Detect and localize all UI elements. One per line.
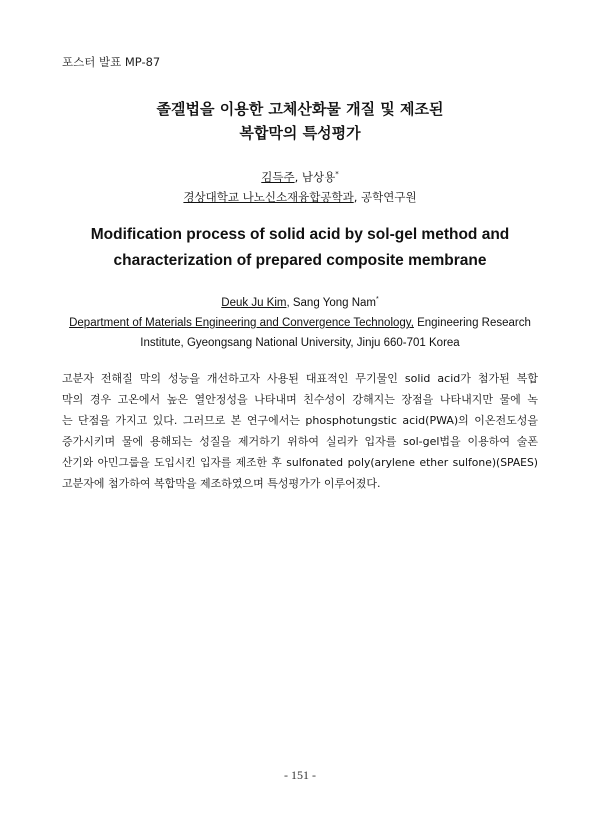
english-affiliation-line-1 bbox=[50, 313, 550, 333]
abstract-line: 고분자 전해질 막의 성능을 개선하고자 사용된 대표적인 무기물인 solid acid가 첨가된 복합 bbox=[62, 372, 538, 385]
session-tag: 포스터 발표 MP-87 bbox=[62, 55, 161, 69]
page-number: - 151 - bbox=[284, 768, 316, 782]
abstract-line: 산기와 아민그룹을 도입시킨 입자를 제조한 후 sulfonated poly(arylene ether sulfone)(SPAES) bbox=[62, 456, 538, 469]
korean-authors-block bbox=[0, 164, 600, 207]
english-author-separator: , bbox=[286, 297, 293, 309]
english-title bbox=[0, 222, 600, 274]
korean-affiliation-dept: 경상대학교 나노신소재융합공학과 bbox=[183, 190, 354, 204]
korean-author-separator: , bbox=[294, 170, 302, 184]
english-affiliation-dept: Department of Materials Engineering and Convergence Technology, bbox=[69, 317, 414, 329]
korean-title bbox=[0, 97, 600, 145]
korean-author-1: 김득주 bbox=[261, 170, 295, 184]
korean-title-line-2: 복합막의 특성평가 bbox=[239, 124, 361, 142]
english-title-line-2: characterization of prepared composite membrane bbox=[113, 252, 487, 269]
korean-title-line-1: 졸겔법을 이용한 고체산화물 개질 및 제조된 bbox=[156, 100, 444, 118]
english-title-line-1: Modification process of solid acid by sol-gel method and bbox=[90, 226, 510, 243]
korean-affiliation-separator: , bbox=[353, 190, 362, 204]
english-affiliation-rest: Engineering Research bbox=[413, 317, 531, 329]
english-author-1: Deuk Ju Kim bbox=[221, 297, 287, 309]
english-corresponding-author-mark: * bbox=[375, 296, 379, 303]
abstract-line: 는 단점을 가지고 있다. 그러므로 본 연구에서는 phosphotungstic acid(PWA)의 이온전도성을 bbox=[62, 414, 538, 427]
english-authors-block bbox=[50, 290, 550, 353]
korean-author-2: 남상용 bbox=[301, 170, 336, 184]
abstract-line: 고분자에 첨가하여 복합막을 제조하였으며 특성평가가 이루어졌다. bbox=[62, 477, 381, 490]
abstract-line: 증가시키며 물에 용해되는 성질을 제거하기 위하여 실리카 입자를 sol-gel법을 이용하여 술폰 bbox=[62, 435, 538, 448]
abstract-line: 막의 경우 고온에서 높은 열안정성을 나타내며 친수성이 강해지는 장점을 나타내지만 물에 녹 bbox=[62, 393, 538, 406]
korean-affiliation-institute: 공학연구원 bbox=[361, 190, 417, 204]
english-author-2: Sang Yong Nam bbox=[292, 297, 376, 309]
korean-affiliation-line bbox=[0, 187, 600, 207]
abstract-body bbox=[62, 368, 538, 494]
korean-author-line bbox=[0, 164, 600, 187]
corresponding-author-mark: * bbox=[335, 170, 339, 178]
english-affiliation-line-2: Institute, Gyeongsang National University, Jinju 660-701 Korea bbox=[140, 337, 460, 349]
english-author-line bbox=[50, 290, 550, 313]
